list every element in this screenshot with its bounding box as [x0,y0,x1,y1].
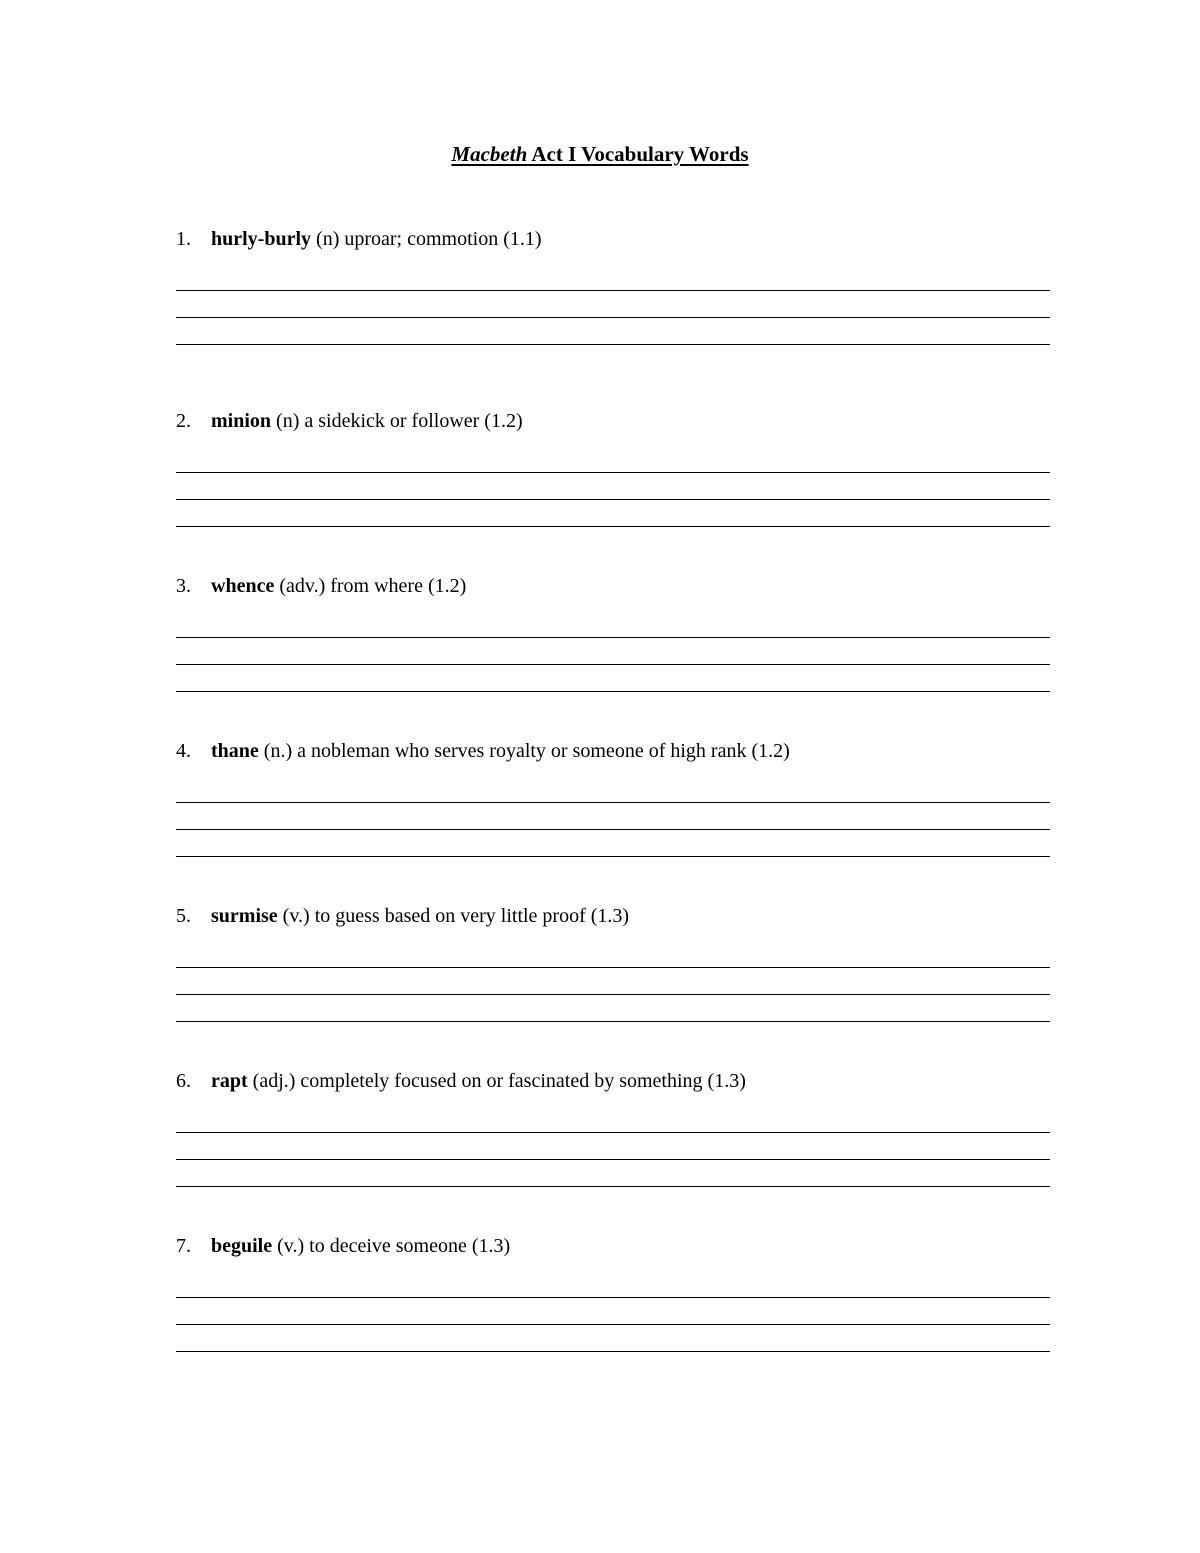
answer-line[interactable] [176,290,1050,291]
answer-line[interactable] [176,829,1050,830]
title-play-name: Macbeth [451,142,528,166]
vocab-item [0,225,1200,365]
vocab-number: 1. [176,228,191,250]
vocab-number: 6. [176,1070,191,1092]
answer-line[interactable] [176,1324,1050,1325]
vocab-definition: (n) a sidekick or follower (1.2) [271,410,523,432]
answer-line[interactable] [176,1132,1050,1133]
vocab-definition: (n.) a nobleman who serves royalty or someone of high rank (1.2) [258,740,790,762]
vocab-entry [176,572,466,600]
vocab-definition: (v.) to deceive someone (1.3) [272,1235,511,1257]
vocab-entry [176,407,523,435]
vocab-word: hurly-burly [211,228,312,250]
vocab-item [0,1067,1200,1207]
vocab-word: minion [211,410,272,432]
answer-line[interactable] [176,856,1050,857]
vocab-entry [176,902,629,930]
answer-line[interactable] [176,637,1050,638]
vocab-word: beguile [211,1235,273,1257]
vocab-word: whence [211,575,275,597]
vocab-number: 2. [176,410,191,432]
answer-line[interactable] [176,994,1050,995]
title-rest: Act I Vocabulary Words [527,142,749,166]
answer-line[interactable] [176,526,1050,527]
answer-line[interactable] [176,691,1050,692]
vocab-item [0,1232,1200,1372]
vocab-item [0,737,1200,877]
answer-line[interactable] [176,967,1050,968]
vocab-number: 5. [176,905,191,927]
vocab-entry [176,225,542,253]
vocab-definition: (adj.) completely focused on or fascinated by something (1.3) [247,1070,746,1092]
answer-line[interactable] [176,1021,1050,1022]
vocab-number: 3. [176,575,191,597]
answer-line[interactable] [176,1159,1050,1160]
vocab-entry [176,1232,510,1260]
vocab-item [0,572,1200,712]
vocab-item [0,902,1200,1042]
vocab-word: thane [211,740,259,762]
vocab-entry [176,737,790,765]
page-title [0,140,1200,168]
answer-line[interactable] [176,664,1050,665]
answer-line[interactable] [176,1351,1050,1352]
vocab-item [0,407,1200,547]
vocab-definition: (n) uproar; commotion (1.1) [311,228,542,250]
answer-line[interactable] [176,317,1050,318]
answer-line[interactable] [176,1186,1050,1187]
answer-line[interactable] [176,1297,1050,1298]
title-text [451,142,748,166]
vocab-entry [176,1067,746,1095]
vocab-word: rapt [211,1070,248,1092]
vocab-number: 7. [176,1235,191,1257]
vocab-number: 4. [176,740,191,762]
vocab-definition: (v.) to guess based on very little proof (1.3) [277,905,630,927]
answer-line[interactable] [176,472,1050,473]
vocab-word: surmise [211,905,278,927]
answer-line[interactable] [176,344,1050,345]
answer-line[interactable] [176,802,1050,803]
vocab-definition: (adv.) from where (1.2) [274,575,467,597]
answer-line[interactable] [176,499,1050,500]
